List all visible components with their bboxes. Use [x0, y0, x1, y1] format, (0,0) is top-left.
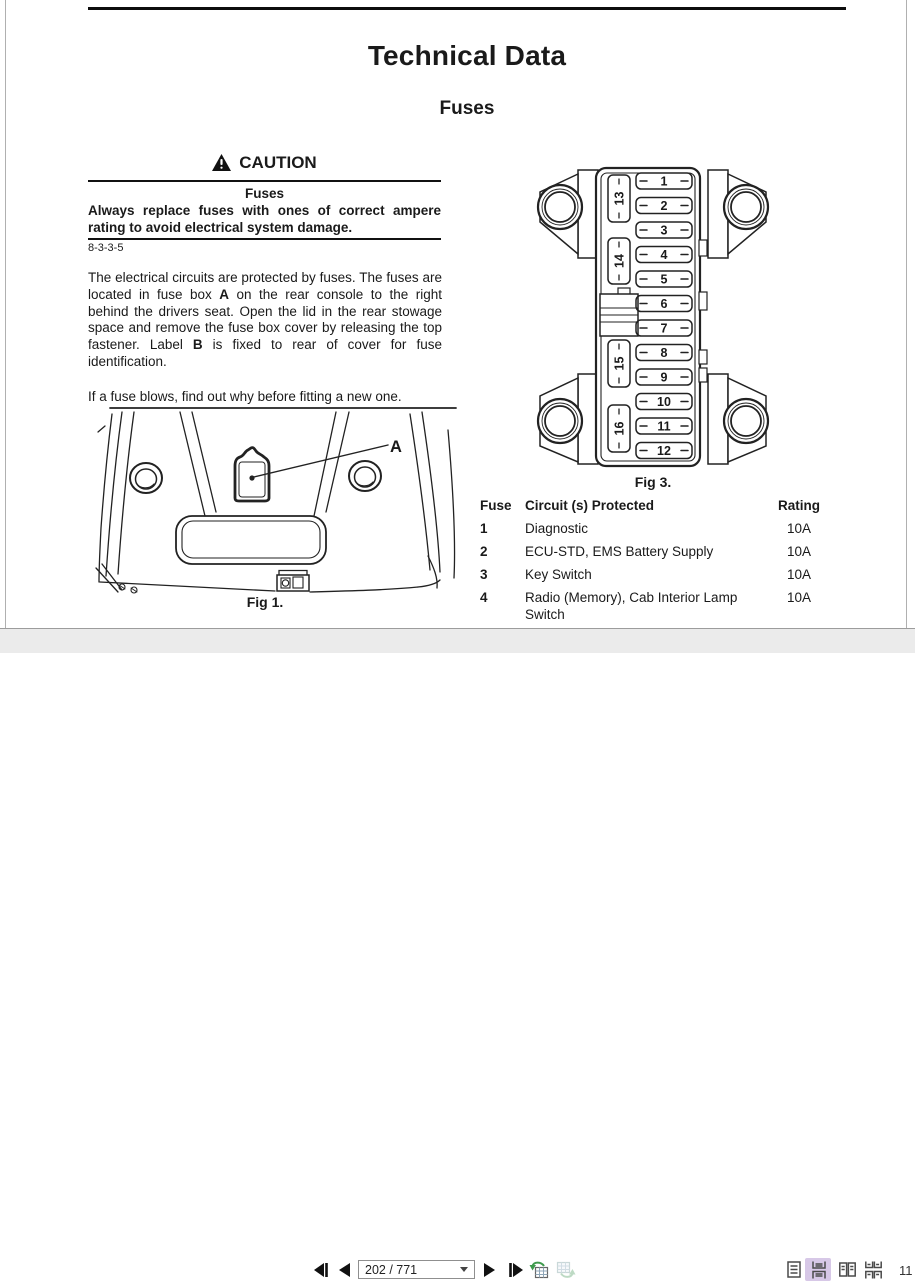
relay-block [600, 288, 638, 336]
caution-heading: Fuses [244, 186, 285, 201]
fuse-box-diagram [508, 162, 798, 472]
table-cell-rating: 10A [787, 544, 812, 559]
fuse-label: 11 [657, 419, 671, 434]
fuse-label: 3 [660, 223, 668, 238]
fuse-label: 10 [657, 394, 671, 409]
table-cell-rating: 10A [787, 590, 812, 605]
page-title: Technical Data [367, 40, 567, 71]
viewer-toolbar [0, 628, 915, 1278]
caution-body: Always replace fuses with ones of correct ampere rating to avoid electrical system damage. [88, 203, 441, 235]
caution-label: CAUTION [239, 153, 317, 172]
side-fuse-label: 14 [612, 254, 627, 268]
table-cell-fuse: 4 [480, 590, 488, 605]
caution-header [88, 153, 441, 173]
table-cell-circuit: Key Switch [525, 567, 592, 582]
fuse-label: 12 [657, 443, 671, 458]
fuse-table [480, 497, 826, 623]
fuse-label: 5 [660, 272, 668, 287]
table-cell-circuit: ECU-STD, EMS Battery Supply [525, 544, 714, 559]
fuse-label: 1 [660, 174, 668, 189]
paragraph-text: is fixed to rear of cover for fuse identification. [88, 337, 442, 369]
side-fuse-label: 13 [612, 191, 627, 206]
fuse-label: 2 [660, 198, 668, 213]
fig1-caption: Fig 1. [246, 594, 284, 610]
page-left-edge [5, 0, 6, 628]
page-right-edge [906, 0, 907, 628]
facing-continuous-icon [865, 1261, 882, 1279]
view-mode-facing-button[interactable] [838, 1261, 856, 1278]
facing-pages-icon [839, 1262, 856, 1277]
col-header-circuit: Circuit (s) Protected [525, 498, 655, 513]
fuse-label: 7 [660, 321, 668, 336]
fuse-label: 9 [660, 370, 668, 385]
page-subtitle: Fuses [439, 98, 495, 119]
label-b-ref: B [192, 337, 203, 353]
view-mode-continuous-button[interactable] [811, 1261, 827, 1278]
fuse-label: 4 [660, 247, 668, 262]
previous-view-icon [529, 1260, 549, 1279]
table-cell-rating: 10A [787, 521, 812, 536]
single-page-icon [787, 1261, 801, 1278]
fuse-label: 6 [660, 296, 668, 311]
col-header-fuse: Fuse [480, 498, 512, 513]
paragraph-text: on the rear console to the right behind the drivers seat. Open the lid in the rear stowage space and remove the fuse box cover by releasing the top fastener. Label [88, 286, 443, 353]
previous-page-button[interactable] [338, 1261, 351, 1278]
view-mode-facing-continuous-button[interactable] [864, 1261, 882, 1278]
next-page-icon [484, 1263, 495, 1277]
next-page-button[interactable] [483, 1261, 496, 1278]
fuse-label: 8 [660, 345, 668, 360]
chevron-down-icon [460, 1267, 468, 1272]
fig1-console-drawing [88, 406, 462, 594]
side-fuse-label: 15 [612, 356, 627, 371]
fig1-callout-a: A [390, 438, 402, 456]
table-cell-circuit: Radio (Memory), Cab Interior Lamp Switch [525, 590, 738, 622]
section-code: 8-3-3-5 [88, 242, 124, 254]
col-header-rating: Rating [778, 498, 820, 513]
continuous-page-icon [812, 1261, 826, 1279]
caution-rule-bottom [88, 238, 441, 240]
page-indicator-combo[interactable] [358, 1260, 475, 1279]
previous-view-button[interactable] [528, 1261, 549, 1278]
zoom-level-text[interactable]: 11 [899, 1263, 913, 1278]
next-view-icon [556, 1260, 576, 1279]
last-page-icon [508, 1263, 523, 1277]
table-cell-fuse: 1 [480, 521, 488, 536]
label-a-ref: A [219, 286, 230, 302]
paragraph-fuse-location [88, 270, 442, 371]
view-mode-single-page-button[interactable] [786, 1261, 802, 1278]
next-view-button[interactable] [555, 1261, 576, 1278]
table-cell-fuse: 3 [480, 567, 488, 582]
table-cell-circuit: Diagnostic [525, 521, 589, 536]
paragraph-text: The electrical circuits are protected by fuses. The fuses are located in fuse box [88, 270, 442, 302]
first-page-button[interactable] [312, 1261, 330, 1278]
previous-page-icon [339, 1263, 350, 1277]
last-page-button[interactable] [506, 1261, 524, 1278]
header-rule [88, 7, 846, 10]
table-cell-rating: 10A [787, 567, 812, 582]
page-indicator-value: 202 / 771 [365, 1262, 418, 1277]
side-fuse-label: 16 [612, 421, 627, 436]
caution-rule-top [88, 180, 441, 182]
fig3-caption: Fig 3. [634, 474, 672, 490]
first-page-icon [314, 1263, 329, 1277]
paragraph-fuse-blows: If a fuse blows, find out why before fitting a new one. [88, 389, 402, 404]
table-cell-fuse: 2 [480, 544, 488, 559]
warning-triangle-icon [212, 154, 231, 171]
